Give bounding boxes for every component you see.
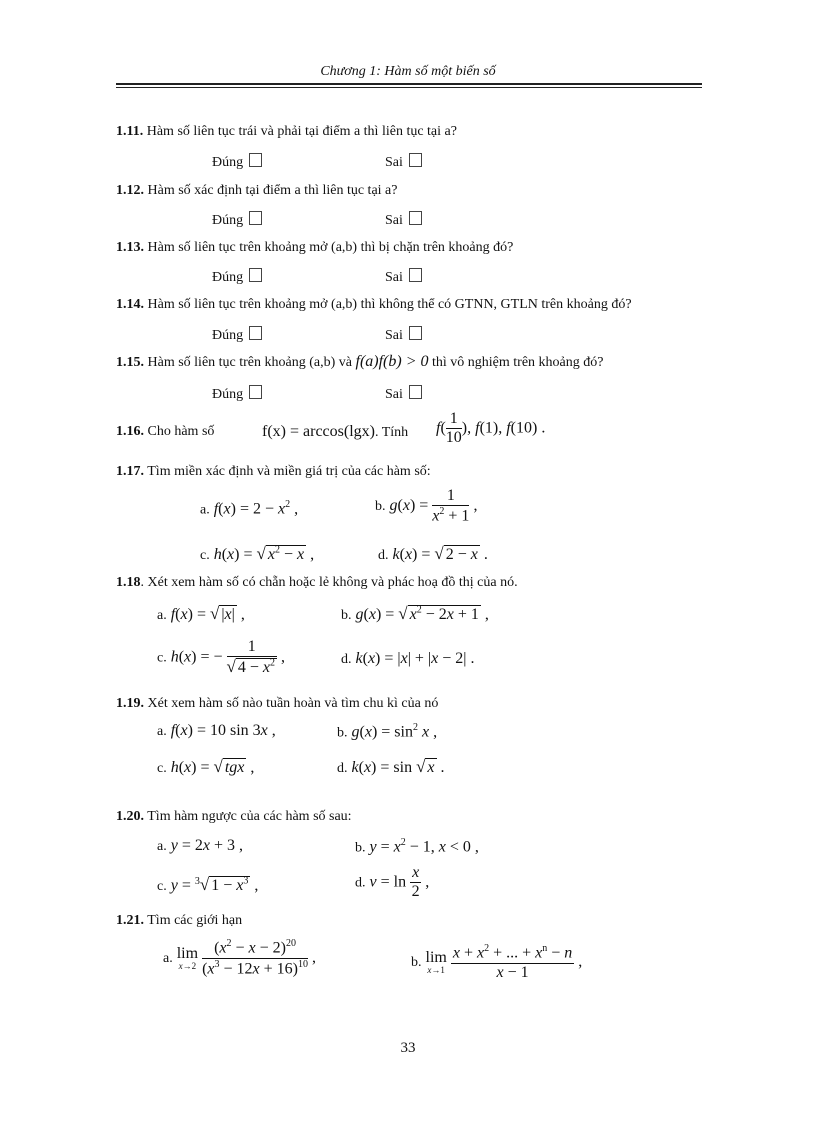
formula-b: b. $g(x) = \sin^2 x$ , [337, 722, 438, 741]
formula-values: f( $\frac{1}{10}$ ), f(1), f(10) . [436, 410, 546, 447]
question-1-11 [116, 124, 457, 140]
page-header: Chương 1: Hàm số một biến số [320, 64, 496, 79]
option-label: Sai [385, 213, 403, 228]
question-text: Cho hàm số [147, 424, 215, 439]
question-text: Hàm số liên tục trên khoảng mở (a,b) thì không thể có GTNN, GTLN trên khoảng đó? [147, 297, 632, 312]
formula-d: d. k(x) = |x| + |x − 2| . [341, 650, 475, 667]
page-number: 33 [400, 1040, 416, 1056]
formula-a: a. $f(x) = 2 - x^2$ , [200, 499, 299, 518]
question-text: Hàm số liên tục trên khoảng mở (a,b) thì bị chặn trên khoảng đó? [147, 240, 514, 255]
checkbox-false[interactable] [409, 326, 422, 340]
question-1-16 [116, 424, 214, 440]
question-number: 1.17. [116, 464, 144, 479]
question-1-21 [116, 913, 242, 929]
option-false [385, 326, 422, 344]
question-number: 1.16. [116, 424, 144, 439]
option-label: Đúng [212, 270, 244, 285]
question-text: Tìm hàm ngược của các hàm số sau: [147, 809, 352, 824]
checkbox-false[interactable] [409, 211, 422, 225]
formula-b: b. lim x→1 $\frac{x + x^2 + ... + x^n - n}{x - 1}$ , [411, 943, 583, 981]
option-false [385, 385, 422, 403]
question-text: . Tính [374, 425, 409, 440]
formula-text: f(x) = arccos(lgx) [262, 423, 375, 440]
question-1-20 [116, 809, 352, 825]
option-label: Đúng [212, 387, 244, 402]
formula-c: c. y = $^3$√ $1 - x^3$ , [157, 875, 259, 894]
question-number: 1.12. [116, 183, 144, 198]
question-text: Tìm miền xác định và miền giá trị của các hàm số: [147, 464, 431, 479]
formula-d: d. v = ln $\frac{x}{2}$ , [355, 864, 430, 901]
option-false [385, 153, 422, 171]
option-true [212, 385, 262, 403]
formula-c: c. h(x) = − $\frac{1}{√ 4 - x^2}$ , [157, 638, 286, 677]
checkbox-true[interactable] [249, 211, 262, 225]
formula-d: d. k(x) = √ 2 − x . [378, 544, 488, 563]
question-text: Xét xem hàm số nào tuần hoàn và tìm chu kì của nó [147, 696, 439, 711]
formula-d: d. k(x) = sin √ x . [337, 757, 445, 776]
question-1-12 [116, 183, 397, 199]
question-number: 1.18 [116, 575, 141, 590]
checkbox-true[interactable] [249, 385, 262, 399]
option-label: Sai [385, 270, 403, 285]
question-1-13 [116, 240, 513, 256]
option-label: Sai [385, 155, 403, 170]
formula-a: a. lim x→2 $\frac{(x^2 - x - 2)^{20}}{(x^3 - 12x + 16)^{10}}$ , [163, 938, 316, 978]
formula-a: a. f(x) = √ |x| , [157, 604, 245, 623]
question-1-15 [116, 353, 603, 371]
formula-c: c. h(x) = √ tgx , [157, 757, 255, 776]
question-number: 1.20. [116, 809, 144, 824]
question-1-14 [116, 297, 632, 313]
question-text: Hàm số liên tục trái và phải tại điểm a thì liên tục tại a? [146, 124, 457, 139]
question-1-17 [116, 464, 431, 480]
formula-b: b. $y = x^2 - 1$, x < 0 , [355, 837, 479, 856]
checkbox-true[interactable] [249, 326, 262, 340]
option-false [385, 268, 422, 286]
question-number: 1.19. [116, 696, 144, 711]
question-number: 1.14. [116, 297, 144, 312]
formula-a: a. f(x) = 10 sin 3x , [157, 722, 276, 739]
formula: f(a)f(b) > 0 [355, 353, 429, 370]
formula [262, 423, 408, 441]
question-number: 1.15. [116, 355, 144, 370]
option-false [385, 211, 422, 229]
question-number: 1.11. [116, 124, 144, 139]
option-true [212, 326, 262, 344]
option-label: Đúng [212, 213, 244, 228]
option-label: Đúng [212, 328, 244, 343]
question-1-19 [116, 696, 438, 712]
question-text: Hàm số xác định tại điểm a thì liên tục tại a? [147, 183, 398, 198]
checkbox-true[interactable] [249, 153, 262, 167]
option-true [212, 268, 262, 286]
option-label: Sai [385, 328, 403, 343]
question-text: thì vô nghiệm trên khoảng đó? [432, 355, 604, 370]
question-1-18 [116, 575, 518, 591]
option-label: Sai [385, 387, 403, 402]
option-true [212, 211, 262, 229]
formula-b: b. g(x) = √ $x^2 - 2x + 1$ , [341, 604, 489, 623]
header-rule [116, 83, 702, 85]
formula-c: c. h(x) = √ $x^2 - x$ , [200, 544, 315, 563]
checkbox-false[interactable] [409, 268, 422, 282]
question-text: Tìm các giới hạn [147, 913, 243, 928]
question-number: 1.21. [116, 913, 144, 928]
option-label: Đúng [212, 155, 244, 170]
checkbox-false[interactable] [409, 385, 422, 399]
formula-a: a. y = 2x + 3 , [157, 837, 243, 854]
checkbox-true[interactable] [249, 268, 262, 282]
question-number: 1.13. [116, 240, 144, 255]
question-text: Hàm số liên tục trên khoảng (a,b) và [147, 355, 352, 370]
header-rule-thin [116, 87, 702, 88]
question-text: . Xét xem hàm số có chẵn hoặc lẻ không và phác hoạ đồ thị của nó. [140, 575, 518, 590]
checkbox-false[interactable] [409, 153, 422, 167]
formula-b: b. g(x) = $\frac{1}{x^2 + 1}$ , [375, 487, 478, 525]
option-true [212, 153, 262, 171]
